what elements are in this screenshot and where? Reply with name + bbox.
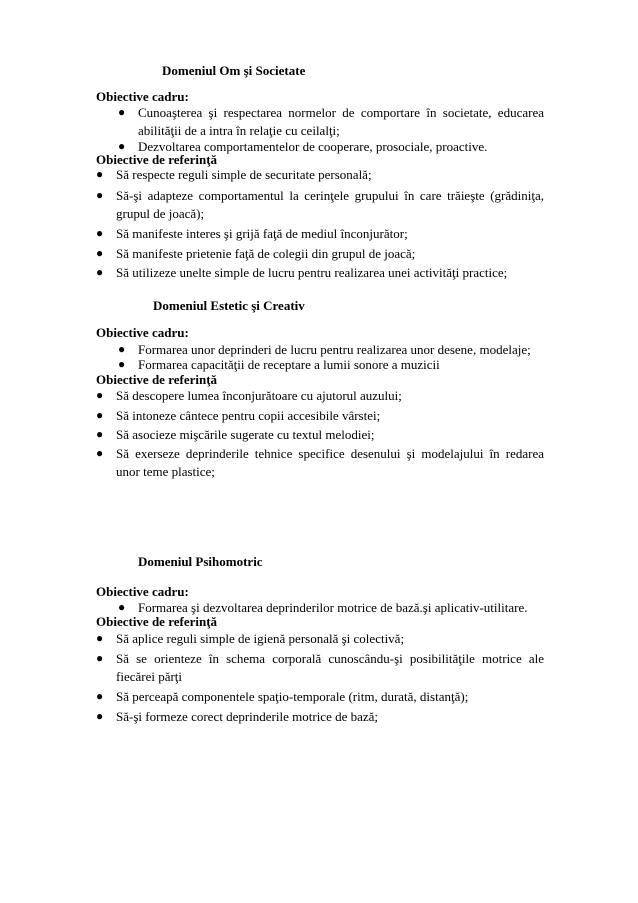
list-item: ● Să intoneze cântece pentru copii accesibile vârstei; xyxy=(96,408,381,423)
bullet-icon: ● xyxy=(96,408,104,422)
objectives-cadru-label: Obiective cadru: xyxy=(96,584,189,599)
bullet-icon: ● xyxy=(96,709,104,723)
bullet-icon: ● xyxy=(96,689,104,703)
list-item: ● Dezvoltarea comportamentelor de cooperare, prosociale, proactive. xyxy=(118,139,488,154)
section-title-estetic-creativ: Domeniul Estetic şi Creativ xyxy=(153,298,305,313)
bullet-icon: ● xyxy=(96,167,104,181)
objectives-referinta-label: Obiective de referinţă xyxy=(96,152,218,167)
list-item: ● Să aplice reguli simple de igienă personală şi colectivă; xyxy=(96,631,405,646)
objectives-cadru-label: Obiective cadru: xyxy=(96,89,189,104)
bullet-icon: ● xyxy=(96,265,104,279)
bullet-icon: ● xyxy=(118,139,126,153)
bullet-icon: ● xyxy=(96,188,104,202)
list-item: ● Să perceapă componentele spaţio-temporale (ritm, durată, distanţă); xyxy=(96,689,469,704)
bullet-icon: ● xyxy=(118,105,126,119)
list-item: ● Formarea capacităţii de receptare a lumii sonore a muzicii xyxy=(118,357,440,372)
list-item: ● Să exerseze deprinderile tehnice specifice desenului şi modelajului în redarea unor teme plastice; xyxy=(96,446,544,479)
section-title-psihomotric: Domeniul Psihomotric xyxy=(138,554,263,569)
section-title-om-societate: Domeniul Om şi Societate xyxy=(162,63,306,78)
list-item: ● Să utilizeze unelte simple de lucru pentru realizarea unei activităţi practice; xyxy=(96,265,508,280)
bullet-icon: ● xyxy=(96,388,104,402)
list-item: ● Să se orienteze în schema corporală cunoscându-şi posibilităţile motrice ale fiecărei părţi xyxy=(96,651,544,684)
bullet-icon: ● xyxy=(96,446,104,460)
bullet-icon: ● xyxy=(96,246,104,260)
list-item: ● Cunoaşterea şi respectarea normelor de comportare în societate, educarea abilităţii de a intra în relaţie cu ceilalţi; xyxy=(118,105,544,138)
list-item: ● Să asocieze mişcările sugerate cu textul melodiei; xyxy=(96,427,375,442)
bullet-icon: ● xyxy=(118,342,126,356)
list-item: ● Să descopere lumea înconjurătoare cu ajutorul auzului; xyxy=(96,388,402,403)
bullet-icon: ● xyxy=(118,357,126,371)
objectives-cadru-label: Obiective cadru: xyxy=(96,325,189,340)
bullet-icon: ● xyxy=(96,427,104,441)
bullet-icon: ● xyxy=(96,651,104,665)
list-item: ● Să respecte reguli simple de securitate personală; xyxy=(96,167,372,182)
list-item: ● Să-şi formeze corect deprinderile motrice de bază; xyxy=(96,709,379,724)
objectives-referinta-label: Obiective de referinţă xyxy=(96,372,218,387)
list-item: ● Să manifeste prietenie faţă de colegii din grupul de joacă; xyxy=(96,246,416,261)
list-item: ● Formarea şi dezvoltarea deprinderilor motrice de bază.şi aplicativ-utilitare. xyxy=(118,600,528,615)
bullet-icon: ● xyxy=(96,631,104,645)
objectives-referinta-label: Obiective de referinţă xyxy=(96,614,218,629)
bullet-icon: ● xyxy=(118,600,126,614)
list-item: ● Să manifeste interes şi grijă faţă de mediul înconjurător; xyxy=(96,226,408,241)
list-item: ● Să-şi adapteze comportamentul la cerinţele grupului în care trăieşte (grădiniţa, grupul de joacă); xyxy=(96,188,544,221)
list-item: ● Formarea unor deprinderi de lucru pentru realizarea unor desene, modelaje; xyxy=(118,342,531,357)
bullet-icon: ● xyxy=(96,226,104,240)
